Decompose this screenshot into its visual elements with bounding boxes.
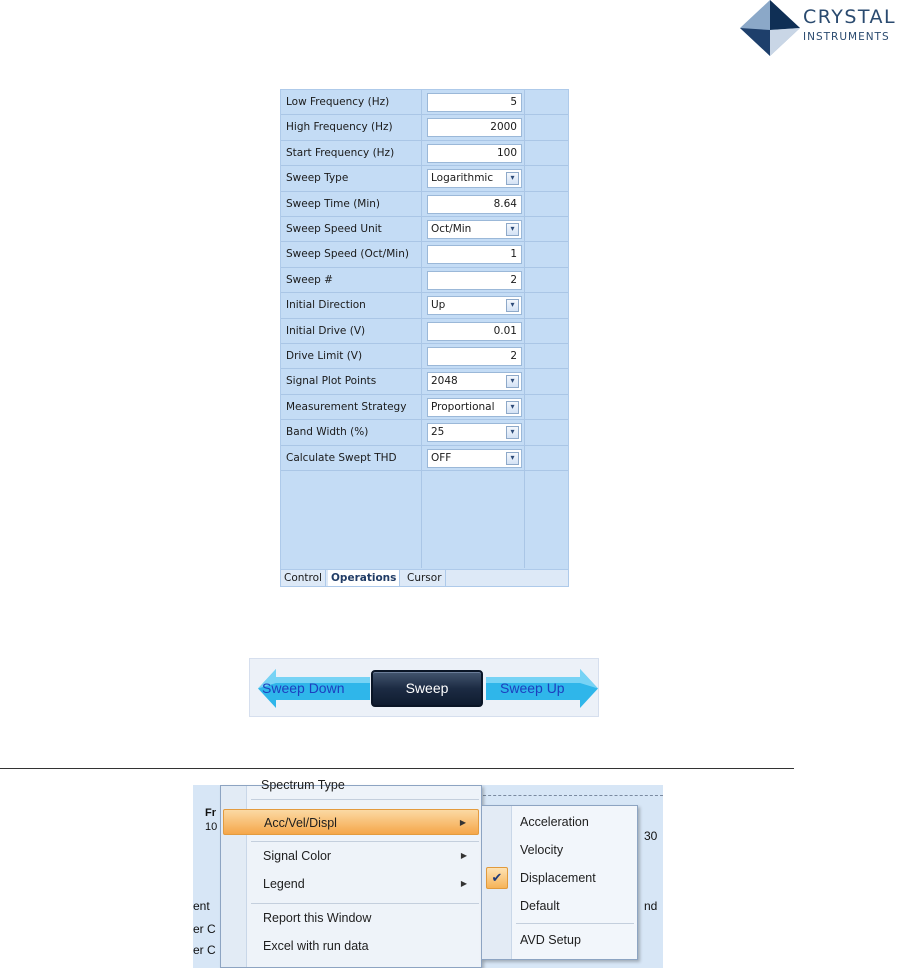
- property-label: Initial Direction: [286, 299, 366, 312]
- logo-text-instruments: INSTRUMENTS: [803, 31, 890, 43]
- property-row: [281, 369, 568, 394]
- background-text: 30: [644, 829, 658, 843]
- property-input[interactable]: 5: [427, 93, 522, 112]
- property-dropdown[interactable]: [427, 372, 522, 391]
- property-row: [281, 344, 568, 369]
- background-text: ent: [193, 899, 210, 913]
- property-tabs: [281, 569, 568, 586]
- dropdown-value: Logarithmic: [431, 172, 494, 185]
- property-label: High Frequency (Hz): [286, 121, 393, 134]
- property-label: Drive Limit (V): [286, 350, 363, 362]
- property-row: [281, 293, 568, 318]
- menu-item-excel-run-data[interactable]: [223, 933, 479, 959]
- menu-item-label: Signal Color: [263, 849, 332, 863]
- property-dropdown[interactable]: [427, 398, 522, 417]
- menu-item-signal-color[interactable]: [223, 843, 479, 869]
- property-input[interactable]: 100: [427, 144, 522, 163]
- dropdown-value: OFF: [431, 451, 452, 464]
- property-label: Low Frequency (Hz): [286, 96, 390, 108]
- submenu-item-acceleration[interactable]: [482, 808, 637, 836]
- dropdown-arrow-icon[interactable]: ▾: [506, 401, 519, 414]
- background-text: 10: [205, 821, 218, 833]
- dropdown-arrow-icon[interactable]: ▾: [506, 375, 519, 388]
- property-dropdown[interactable]: [427, 296, 522, 315]
- dropdown-arrow-icon[interactable]: ▾: [506, 426, 519, 439]
- property-row: [281, 141, 568, 166]
- dropdown-arrow-icon[interactable]: ▾: [506, 452, 519, 465]
- menu-item-acc-vel-displ[interactable]: [223, 809, 479, 835]
- plot-gridline: [478, 795, 663, 803]
- checkmark-icon: ✔: [486, 867, 508, 889]
- menu-item-label: Legend: [263, 877, 305, 891]
- menu-separator: [251, 799, 479, 800]
- property-row: [281, 217, 568, 242]
- menu-item-label: Report this Window: [263, 911, 372, 925]
- property-row: [281, 268, 568, 293]
- property-dropdown[interactable]: [427, 449, 522, 468]
- property-row: [281, 446, 568, 471]
- background-text: Fr: [205, 807, 216, 819]
- property-row: [281, 242, 568, 267]
- dropdown-arrow-icon[interactable]: ▾: [506, 223, 519, 236]
- property-label: Start Frequency (Hz): [286, 146, 395, 159]
- submenu-item-displacement[interactable]: [482, 864, 637, 892]
- submenu-item-label: AVD Setup: [520, 933, 581, 947]
- context-menu: [220, 778, 482, 968]
- property-input[interactable]: 0.01: [427, 322, 522, 341]
- submenu-item-label: Default: [520, 899, 560, 913]
- menu-separator: [251, 841, 479, 842]
- sweep-up-button[interactable]: [486, 669, 598, 708]
- submenu-item-default[interactable]: [482, 892, 637, 920]
- property-label: Measurement Strategy: [286, 400, 407, 413]
- submenu-item-label: Acceleration: [520, 815, 589, 829]
- property-row: [281, 395, 568, 420]
- submenu-arrow-icon: ▶: [460, 879, 467, 888]
- background-text: er C: [193, 943, 216, 957]
- property-dropdown[interactable]: [427, 169, 522, 188]
- menu-separator: [516, 923, 634, 924]
- property-row: [281, 115, 568, 140]
- dropdown-value: Up: [431, 299, 446, 312]
- menu-item-legend[interactable]: [223, 871, 479, 897]
- submenu-arrow-icon: ▶: [459, 818, 466, 827]
- property-label: Initial Drive (V): [286, 324, 366, 337]
- property-dropdown[interactable]: [427, 423, 522, 442]
- dropdown-arrow-icon[interactable]: ▾: [506, 172, 519, 185]
- property-input[interactable]: 1: [427, 245, 522, 264]
- menu-item-spectrum-type[interactable]: Spectrum Type: [261, 778, 345, 792]
- sweep-down-button[interactable]: [258, 669, 370, 708]
- logo-text-crystal: CRYSTAL: [803, 6, 897, 28]
- property-row: [281, 420, 568, 445]
- sweep-property-grid: [280, 89, 569, 587]
- dropdown-value: Proportional: [431, 400, 495, 413]
- property-row: [281, 166, 568, 191]
- submenu-item-label: Velocity: [520, 843, 564, 857]
- property-dropdown[interactable]: [427, 220, 522, 239]
- property-label: Sweep #: [286, 273, 333, 286]
- property-input[interactable]: 2: [427, 271, 522, 290]
- dropdown-value: Oct/Min: [431, 223, 472, 235]
- tab-cursor[interactable]: Cursor: [404, 570, 446, 586]
- dropdown-value: 25: [431, 426, 445, 439]
- property-row: [281, 319, 568, 344]
- submenu-item-label: Displacement: [520, 871, 596, 885]
- sweep-button[interactable]: Sweep: [371, 670, 483, 707]
- property-row: [281, 192, 568, 217]
- tab-operations[interactable]: Operations: [328, 570, 400, 586]
- crystal-instruments-logo: [736, 0, 913, 56]
- property-label: Calculate Swept THD: [286, 451, 397, 464]
- submenu-item-velocity[interactable]: [482, 836, 637, 864]
- menu-item-report-window[interactable]: [223, 905, 479, 931]
- tab-control[interactable]: Control: [281, 570, 326, 586]
- diamond-logo-icon: [738, 0, 802, 56]
- submenu-arrow-icon: ▶: [460, 851, 467, 860]
- property-label: Sweep Time (Min): [286, 197, 381, 210]
- menu-item-label: Acc/Vel/Displ: [264, 816, 337, 830]
- property-input[interactable]: 8.64: [427, 195, 522, 214]
- sweep-down-label: Sweep Down: [262, 680, 345, 696]
- property-label: Signal Plot Points: [286, 375, 377, 388]
- background-text: nd: [644, 899, 658, 913]
- dropdown-arrow-icon[interactable]: ▾: [506, 299, 519, 312]
- menu-item-label: Excel with run data: [263, 939, 369, 953]
- acc-vel-displ-submenu: [481, 805, 638, 960]
- property-label: Sweep Speed Unit: [286, 223, 382, 235]
- section-divider: [0, 768, 794, 769]
- property-input[interactable]: 2000: [427, 118, 522, 137]
- sweep-control-bar: [249, 658, 599, 717]
- sweep-up-label: Sweep Up: [500, 680, 565, 696]
- property-row: [281, 90, 568, 115]
- property-label: Sweep Speed (Oct/Min): [286, 248, 409, 261]
- submenu-item-avd-setup[interactable]: [482, 926, 637, 954]
- property-label: Band Width (%): [286, 426, 369, 439]
- background-text: er C: [193, 922, 216, 936]
- dropdown-value: 2048: [431, 375, 458, 388]
- property-label: Sweep Type: [286, 172, 349, 185]
- menu-separator: [251, 903, 479, 904]
- property-input[interactable]: 2: [427, 347, 522, 366]
